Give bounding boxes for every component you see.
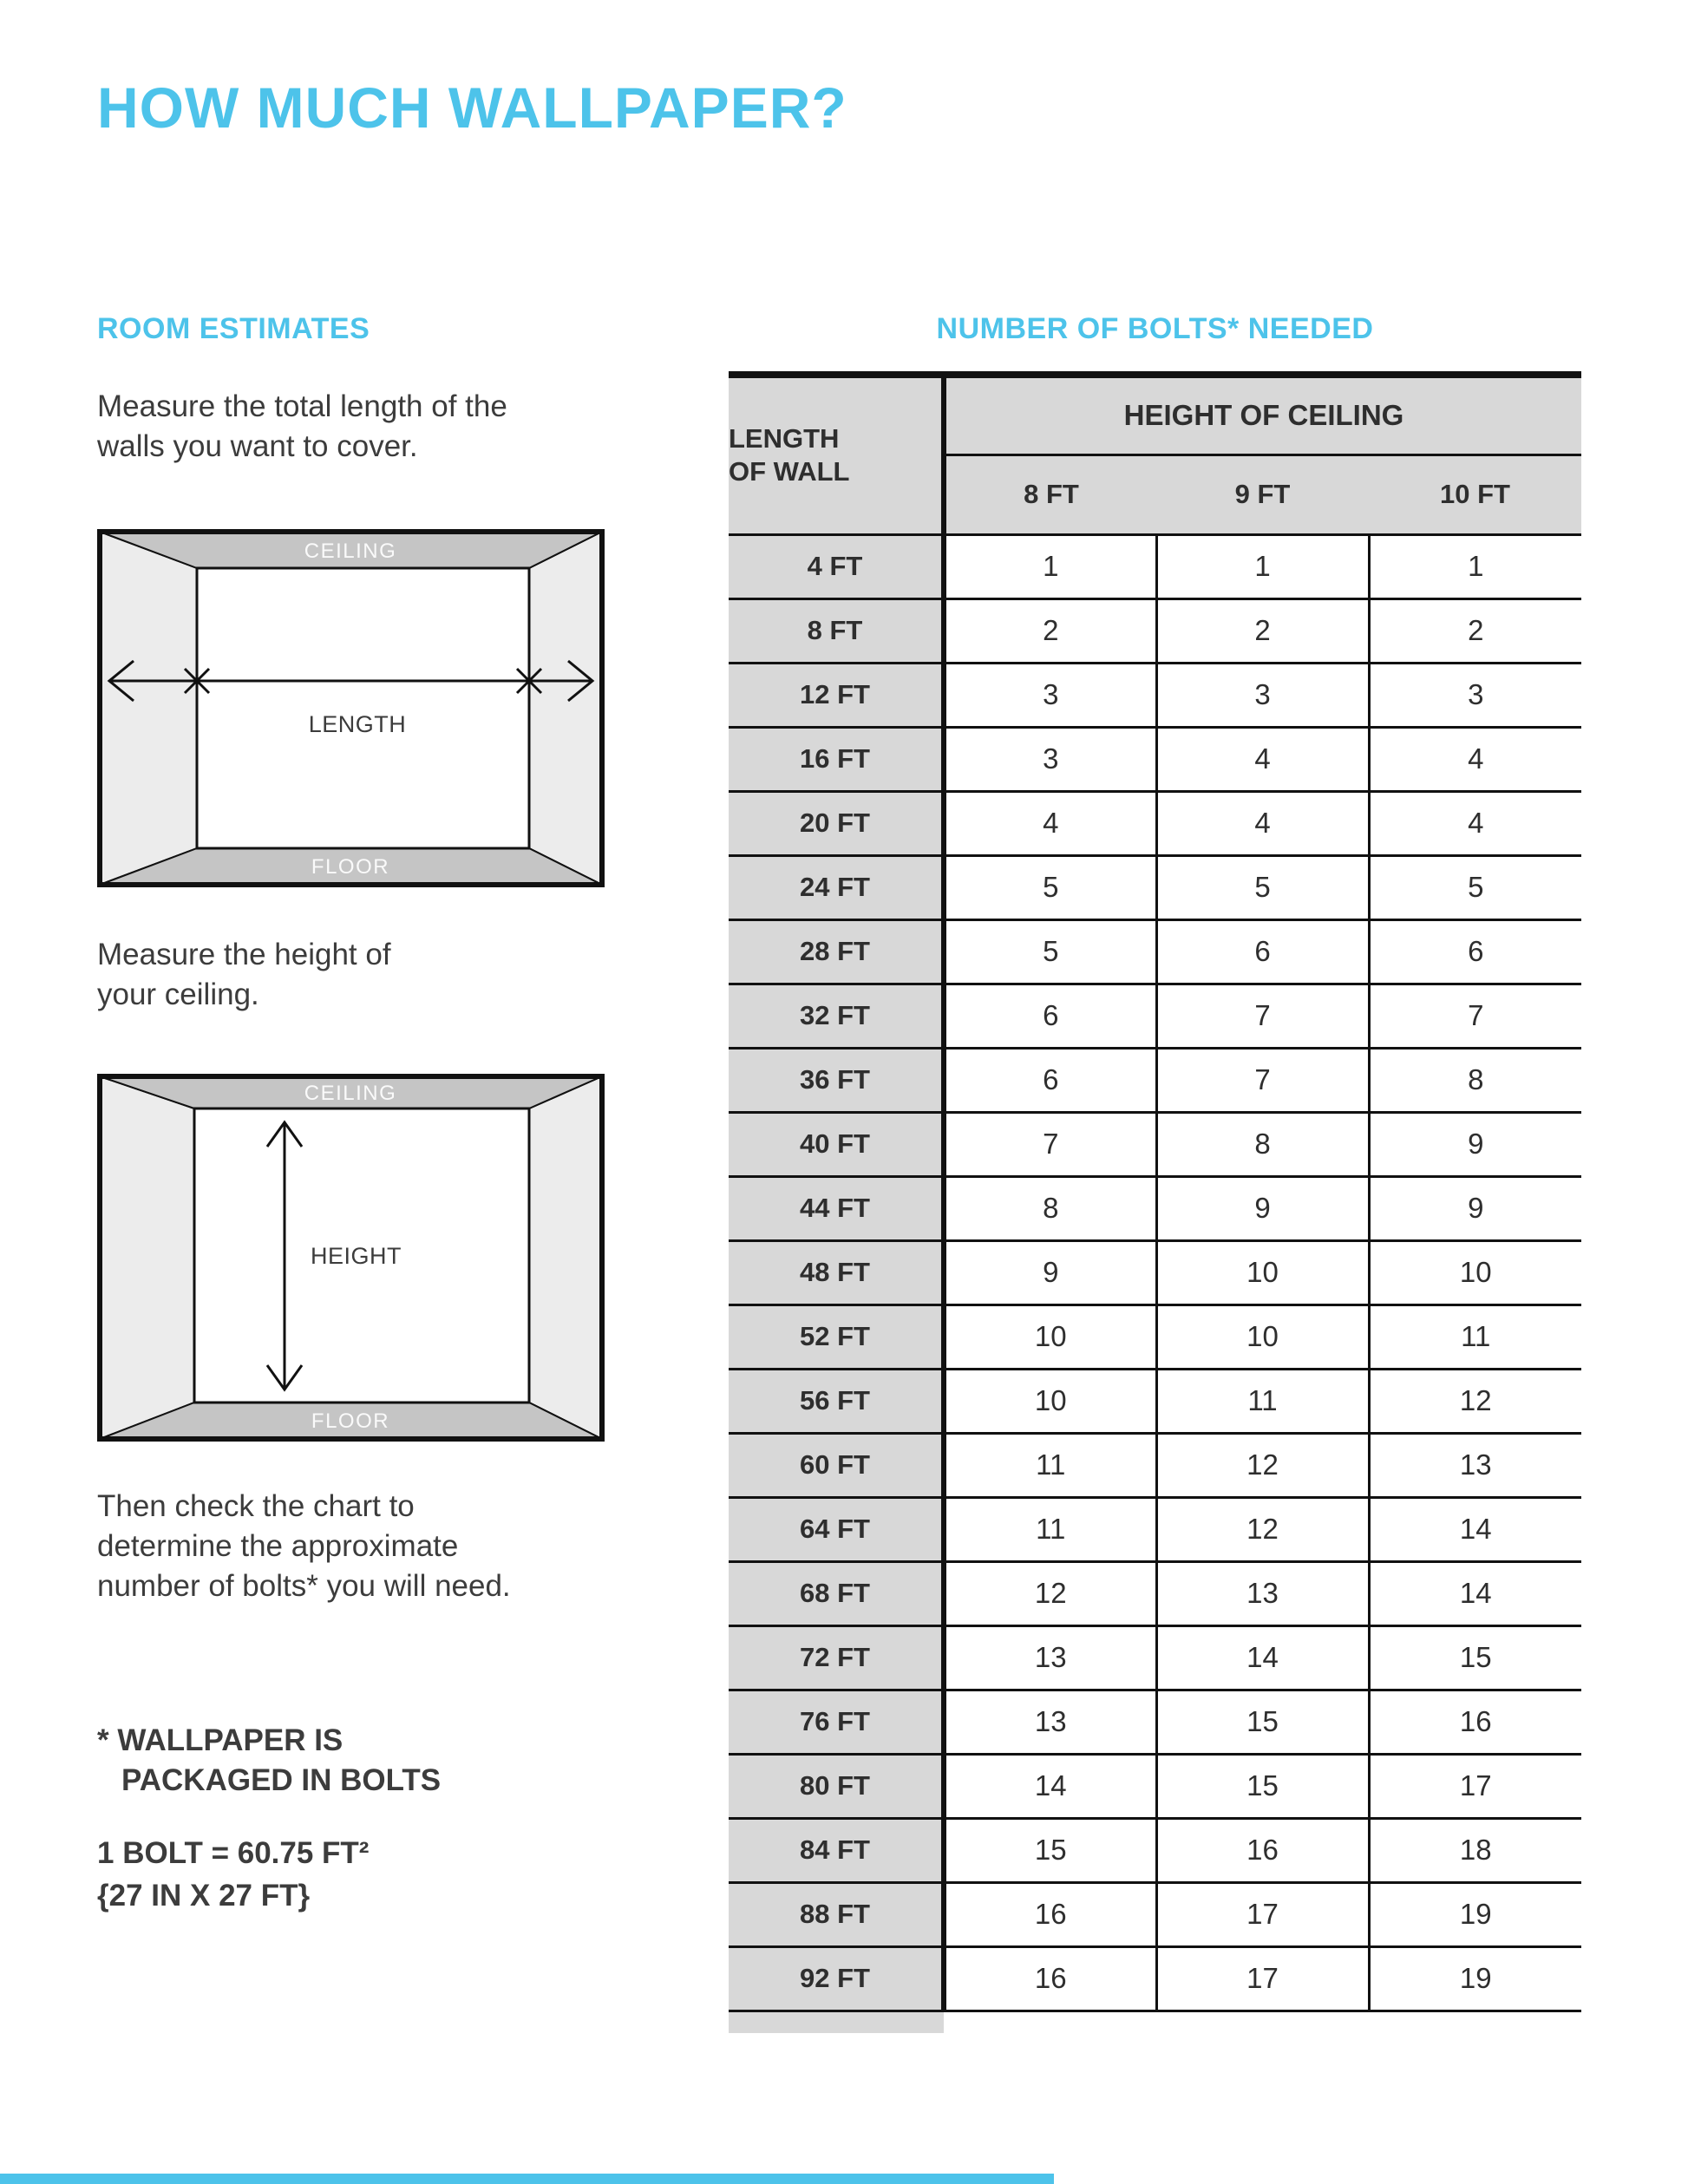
table-row <box>729 1305 1581 1369</box>
wall-length-cell: 12 FT <box>729 663 944 727</box>
bolt-count-cell: 13 <box>1369 1433 1581 1497</box>
bolt-count-cell: 4 <box>1369 791 1581 855</box>
bolt-count-cell: 9 <box>1369 1176 1581 1240</box>
bolt-count-cell: 16 <box>944 1882 1156 1946</box>
table-row <box>729 1369 1581 1433</box>
wall-length-cell: 60 FT <box>729 1433 944 1497</box>
bolt-count-cell: 4 <box>1156 727 1369 791</box>
bolt-count-cell: 16 <box>1156 1818 1369 1882</box>
bolt-count-cell: 15 <box>1156 1754 1369 1818</box>
bolt-count-cell: 16 <box>944 1946 1156 2011</box>
wall-length-cell: 80 FT <box>729 1754 944 1818</box>
ceiling-label: CEILING <box>304 1082 397 1105</box>
bolt-count-cell: 18 <box>1369 1818 1581 1882</box>
bolt-count-cell: 14 <box>1369 1497 1581 1561</box>
bolt-count-cell: 13 <box>1156 1561 1369 1625</box>
length-of-wall-line1: LENGTH <box>729 422 840 454</box>
bolt-count-cell: 9 <box>944 1240 1156 1305</box>
wall-length-cell: 4 FT <box>729 534 944 598</box>
wall-length-cell: 28 FT <box>729 919 944 984</box>
col-header-10ft: 10 FT <box>1369 454 1581 534</box>
table-row <box>729 1433 1581 1497</box>
bolt-count-cell: 6 <box>944 984 1156 1048</box>
col-header-9ft: 9 FT <box>1156 454 1369 534</box>
table-row <box>729 727 1581 791</box>
wall-length-cell: 68 FT <box>729 1561 944 1625</box>
table-header-row <box>729 375 1581 454</box>
bolt-count-cell: 1 <box>1369 534 1581 598</box>
bolt-count-cell: 10 <box>944 1369 1156 1433</box>
height-dimension-label: HEIGHT <box>311 1243 402 1269</box>
back-wall <box>197 568 529 848</box>
wall-length-cell: 92 FT <box>729 1946 944 2011</box>
table-row <box>729 1240 1581 1305</box>
bolt-count-cell: 19 <box>1369 1946 1581 2011</box>
ceiling-label: CEILING <box>304 539 397 563</box>
table-row <box>729 534 1581 598</box>
wall-length-cell: 64 FT <box>729 1497 944 1561</box>
bolt-count-cell: 11 <box>1369 1305 1581 1369</box>
bolt-count-cell: 5 <box>944 855 1156 919</box>
bolt-count-cell: 7 <box>1156 984 1369 1048</box>
bolt-count-cell: 4 <box>944 791 1156 855</box>
wall-length-cell: 32 FT <box>729 984 944 1048</box>
table-row <box>729 1946 1581 2011</box>
wall-length-cell: 20 FT <box>729 791 944 855</box>
wall-length-cell: 24 FT <box>729 855 944 919</box>
bolt-size-line2: {27 IN X 27 FT} <box>97 1879 311 1913</box>
bolt-count-cell: 5 <box>1369 855 1581 919</box>
bolt-size-info <box>97 1832 369 1917</box>
table-row <box>729 1176 1581 1240</box>
wall-length-cell: 76 FT <box>729 1690 944 1754</box>
bolt-count-cell: 10 <box>1156 1240 1369 1305</box>
bolt-count-cell: 1 <box>944 534 1156 598</box>
wall-length-cell: 72 FT <box>729 1625 944 1690</box>
bolt-count-cell: 3 <box>944 727 1156 791</box>
table-row <box>729 1818 1581 1882</box>
bolt-count-cell: 14 <box>1369 1561 1581 1625</box>
ceiling-height-diagram <box>97 1074 605 1442</box>
bolt-count-cell: 3 <box>1156 663 1369 727</box>
bolts-table <box>729 371 1581 2033</box>
bolt-count-cell: 13 <box>944 1625 1156 1690</box>
bolt-count-cell: 8 <box>944 1176 1156 1240</box>
bolt-count-cell: 6 <box>1156 919 1369 984</box>
col-header-8ft: 8 FT <box>944 454 1156 534</box>
bottom-accent-bar <box>0 2174 1054 2184</box>
bolts-footnote <box>97 1721 441 1800</box>
bolt-table-body <box>729 534 1581 2033</box>
wall-length-cell: 88 FT <box>729 1882 944 1946</box>
table-row <box>729 855 1581 919</box>
bolts-needed-heading: NUMBER OF BOLTS* NEEDED <box>936 312 1374 345</box>
footnote-line1: * WALLPAPER IS <box>97 1723 343 1757</box>
table-row <box>729 791 1581 855</box>
bolt-count-cell: 6 <box>1369 919 1581 984</box>
bolt-count-cell: 4 <box>1369 727 1581 791</box>
height-of-ceiling-header: HEIGHT OF CEILING <box>944 375 1581 454</box>
table-row <box>729 1497 1581 1561</box>
bolt-count-cell: 11 <box>944 1433 1156 1497</box>
bolt-count-cell: 7 <box>1156 1048 1369 1112</box>
bolt-count-cell: 8 <box>1156 1112 1369 1176</box>
length-of-wall-line2: OF WALL <box>729 456 850 487</box>
table-row <box>729 919 1581 984</box>
bolt-count-cell: 2 <box>944 598 1156 663</box>
bolt-count-cell: 11 <box>1156 1369 1369 1433</box>
wall-length-cell: 8 FT <box>729 598 944 663</box>
bolt-count-cell: 17 <box>1156 1946 1369 2011</box>
length-of-wall-header <box>729 375 944 534</box>
bolt-count-cell: 7 <box>1369 984 1581 1048</box>
table-row <box>729 598 1581 663</box>
footnote-line2: PACKAGED IN BOLTS <box>121 1762 442 1797</box>
table-row <box>729 663 1581 727</box>
table-row <box>729 1690 1581 1754</box>
bolt-count-cell: 3 <box>944 663 1156 727</box>
table-row <box>729 1625 1581 1690</box>
instruction-measure-height: Measure the height of your ceiling. <box>97 938 391 1012</box>
table-row <box>729 1048 1581 1112</box>
bolt-count-cell: 10 <box>1156 1305 1369 1369</box>
bolt-count-cell: 13 <box>944 1690 1156 1754</box>
wall-length-cell: 56 FT <box>729 1369 944 1433</box>
wall-length-cell: 44 FT <box>729 1176 944 1240</box>
bolt-count-cell: 12 <box>1156 1497 1369 1561</box>
bolt-count-cell: 15 <box>1369 1625 1581 1690</box>
wall-length-cell: 16 FT <box>729 727 944 791</box>
bolt-count-cell: 2 <box>1369 598 1581 663</box>
bolt-count-cell: 7 <box>944 1112 1156 1176</box>
bolt-count-cell: 12 <box>1369 1369 1581 1433</box>
table-row <box>729 1561 1581 1625</box>
wall-length-cell: 48 FT <box>729 1240 944 1305</box>
bolt-count-cell: 3 <box>1369 663 1581 727</box>
length-dimension-label: LENGTH <box>308 711 407 737</box>
bolt-count-cell: 5 <box>944 919 1156 984</box>
bolt-count-cell: 9 <box>1369 1112 1581 1176</box>
bolt-count-cell: 19 <box>1369 1882 1581 1946</box>
table-row <box>729 1754 1581 1818</box>
table-row <box>729 984 1581 1048</box>
bolt-count-cell: 4 <box>1156 791 1369 855</box>
bolt-count-cell: 9 <box>1156 1176 1369 1240</box>
bolt-count-cell: 17 <box>1156 1882 1369 1946</box>
bolt-count-cell: 15 <box>944 1818 1156 1882</box>
bolt-count-cell: 16 <box>1369 1690 1581 1754</box>
room-estimates-heading: ROOM ESTIMATES <box>97 312 370 345</box>
room-length-diagram <box>97 529 605 887</box>
table-row <box>729 1882 1581 1946</box>
bolt-count-cell: 1 <box>1156 534 1369 598</box>
bolt-count-cell: 2 <box>1156 598 1369 663</box>
bolt-count-cell: 11 <box>944 1497 1156 1561</box>
bolt-count-cell: 14 <box>944 1754 1156 1818</box>
bolt-count-cell: 15 <box>1156 1690 1369 1754</box>
bolt-count-cell: 14 <box>1156 1625 1369 1690</box>
gray-column-stub <box>729 2011 944 2033</box>
wall-length-cell: 52 FT <box>729 1305 944 1369</box>
wall-length-cell: 40 FT <box>729 1112 944 1176</box>
bolts-table-container <box>729 371 1581 2033</box>
bolt-count-cell: 12 <box>1156 1433 1369 1497</box>
wall-length-cell: 84 FT <box>729 1818 944 1882</box>
bolt-count-cell: 5 <box>1156 855 1369 919</box>
instruction-measure-length: Measure the total length of the walls you want to cover. <box>97 389 507 464</box>
bolt-count-cell: 6 <box>944 1048 1156 1112</box>
instruction-check-chart: Then check the chart to determine the approximate number of bolts* you will need. <box>97 1489 511 1604</box>
bolt-count-cell: 17 <box>1369 1754 1581 1818</box>
floor-label: FLOOR <box>311 1409 390 1433</box>
bolt-count-cell: 12 <box>944 1561 1156 1625</box>
table-footer-stub-row <box>729 2011 1581 2033</box>
bolt-count-cell: 10 <box>1369 1240 1581 1305</box>
table-row <box>729 1112 1581 1176</box>
bolt-count-cell: 10 <box>944 1305 1156 1369</box>
bolt-size-line1: 1 BOLT = 60.75 FT² <box>97 1836 370 1870</box>
floor-label: FLOOR <box>311 855 390 879</box>
wall-length-cell: 36 FT <box>729 1048 944 1112</box>
bolt-count-cell: 8 <box>1369 1048 1581 1112</box>
page-title: HOW MUCH WALLPAPER? <box>97 75 847 140</box>
